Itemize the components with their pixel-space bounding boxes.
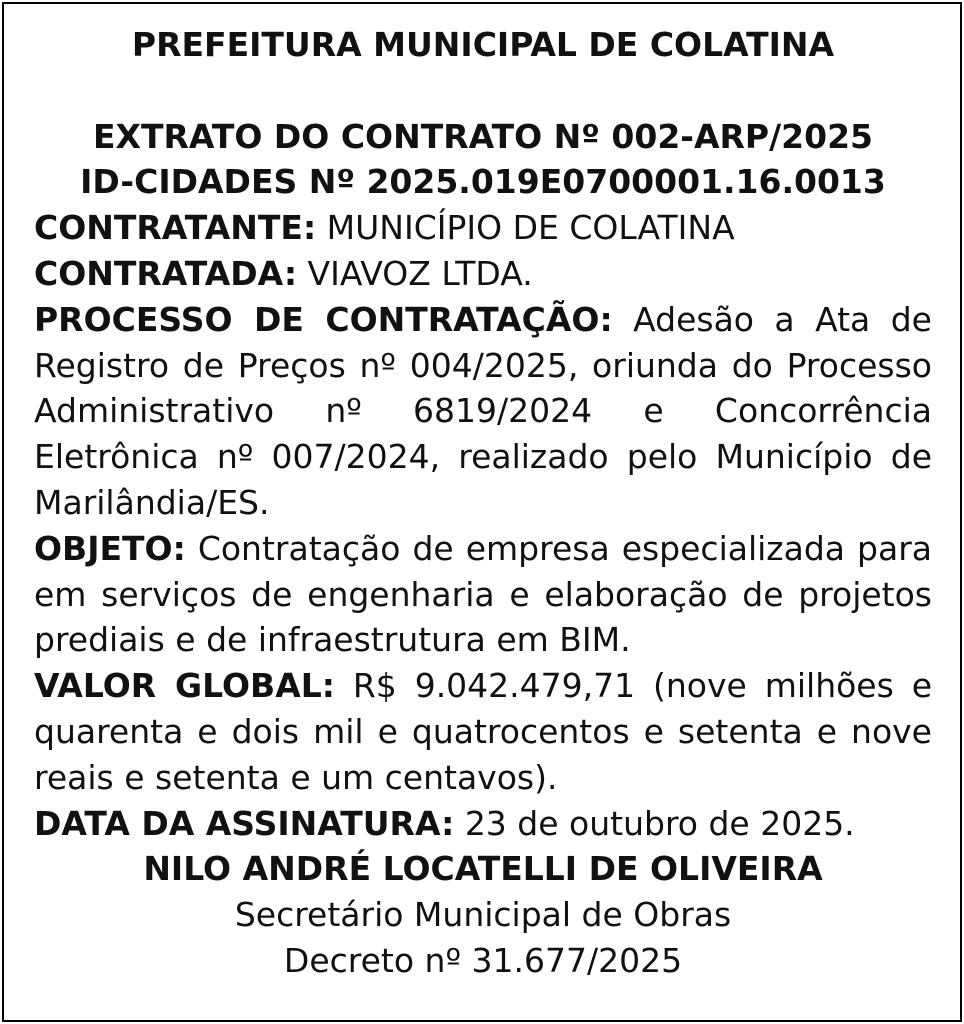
valor-value: R$ 9.042.479,71 (nove milhões e quarenta e dois mil e quatrocentos e setenta e nove reais e setenta e um centavos). xyxy=(34,666,933,797)
contratada-paragraph xyxy=(34,251,932,297)
extract-title: EXTRATO DO CONTRATO Nº 002-ARP/2025 xyxy=(92,116,874,156)
contratante-value: MUNICÍPIO DE COLATINA xyxy=(326,208,735,248)
processo-paragraph xyxy=(34,297,932,526)
data-paragraph xyxy=(34,801,932,847)
data-label: DATA DA ASSINATURA: xyxy=(34,803,455,843)
signatory-decree: Decreto nº 31.677/2025 xyxy=(283,940,683,980)
contratada-label: CONTRATADA: xyxy=(34,253,298,293)
contratante-paragraph xyxy=(34,205,932,251)
processo-label: PROCESSO DE CONTRATAÇÃO: xyxy=(34,299,613,339)
contratante-label: CONTRATANTE: xyxy=(34,208,317,248)
signatory-name: NILO ANDRÉ LOCATELLI DE OLIVEIRA xyxy=(143,849,823,889)
objeto-label: OBJETO: xyxy=(34,528,186,568)
contratada-value: VIAVOZ LTDA. xyxy=(307,253,533,293)
valor-paragraph xyxy=(34,663,932,800)
id-cidades: ID-CIDADES Nº 2025.019E0700001.16.0013 xyxy=(80,162,886,202)
document-content xyxy=(34,22,932,984)
signatory-role: Secretário Municipal de Obras xyxy=(234,895,732,935)
valor-label: VALOR GLOBAL: xyxy=(34,666,335,706)
objeto-value: Contratação de empresa especializada para em serviços de engenharia e elaboração de projetos prediais e de infraestrutura em BIM. xyxy=(34,528,932,660)
data-value: 23 de outubro de 2025. xyxy=(464,803,855,843)
spacer xyxy=(34,68,932,114)
document-frame xyxy=(2,2,962,1022)
processo-value: Adesão a Ata de Registro de Preços nº 004/2025, oriunda do Processo Administrativo nº 6819/2024 e Concorrência Eletrônica nº 007/2024, realizado pelo Município de Marilândia/ES. xyxy=(34,299,932,522)
objeto-paragraph xyxy=(34,526,932,663)
page-title: PREFEITURA MUNICIPAL DE COLATINA xyxy=(131,25,835,64)
